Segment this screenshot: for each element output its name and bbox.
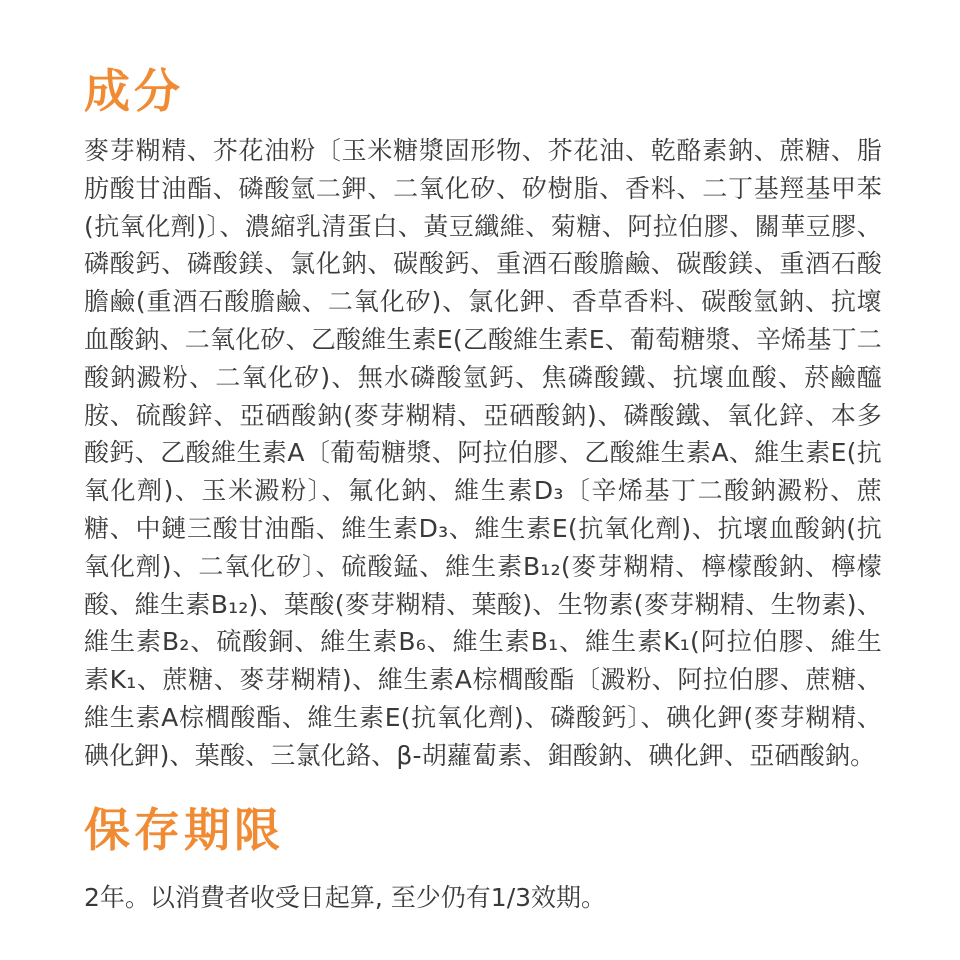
ingredients-list: 麥芽糊精、芥花油粉〔玉米糖漿固形物、芥花油、乾酪素鈉、蔗糖、脂肪酸甘油酯、磷酸氫二鉀、二氧化矽、矽樹脂、香料、二丁基羥基甲苯(抗氧化劑)〕、濃縮乳清蛋白、黃豆纖維、菊糖、阿拉伯膠、關華豆膠、磷酸鈣、磷酸鎂、氯化鈉、碳酸鈣、重酒石酸膽鹼、碳酸鎂、重酒石酸膽鹼(重酒石酸膽鹼、二氧化矽)、氯化鉀、香草香料、碳酸氫鈉、抗壞血酸鈉、二氧化矽、乙酸維生素E(乙酸維生素E、葡萄糖漿、辛烯基丁二酸鈉澱粉、二氧化矽)、無水磷酸氫鈣、焦磷酸鐵、抗壞血酸、菸鹼醯胺、硫酸鋅、亞硒酸鈉(麥芽糊精、亞硒酸鈉)、磷酸鐵、氧化鋅、本多酸鈣、乙酸維生素A〔葡萄糖漿、阿拉伯膠、乙酸維生素A、維生素E(抗氧化劑)、玉米澱粉〕、氟化鈉、維生素D₃〔辛烯基丁二酸鈉澱粉、蔗糖、中鏈三酸甘油酯、維生素D₃、維生素E(抗氧化劑)、抗壞血酸鈉(抗氧化劑)、二氧化矽〕、硫酸錳、維生素B₁₂(麥芽糊精、檸檬酸鈉、檸檬酸、維生素B₁₂)、葉酸(麥芽糊精、葉酸)、生物素(麥芽糊精、生物素)、維生素B₂、硫酸銅、維生素B₆、維生素B₁、維生素K₁(阿拉伯膠、維生素K₁、蔗糖、麥芽糊精)、維生素A棕櫚酸酯〔澱粉、阿拉伯膠、蔗糖、維生素A棕櫚酸酯、維生素E(抗氧化劑)、磷酸鈣〕、碘化鉀(麥芽糊精、碘化鉀)、葉酸、三氯化鉻、β-胡蘿蔔素、鉬酸鈉、碘化鉀、亞硒酸鈉。 [84, 136, 882, 770]
shelf-life-section [84, 799, 882, 917]
ingredients-heading: 成分 [84, 64, 184, 118]
ingredients-section [84, 60, 882, 775]
shelf-life-text: 2年。以消費者收受日起算, 至少仍有1/3效期。 [84, 882, 607, 912]
shelf-life-heading: 保存期限 [84, 802, 284, 857]
